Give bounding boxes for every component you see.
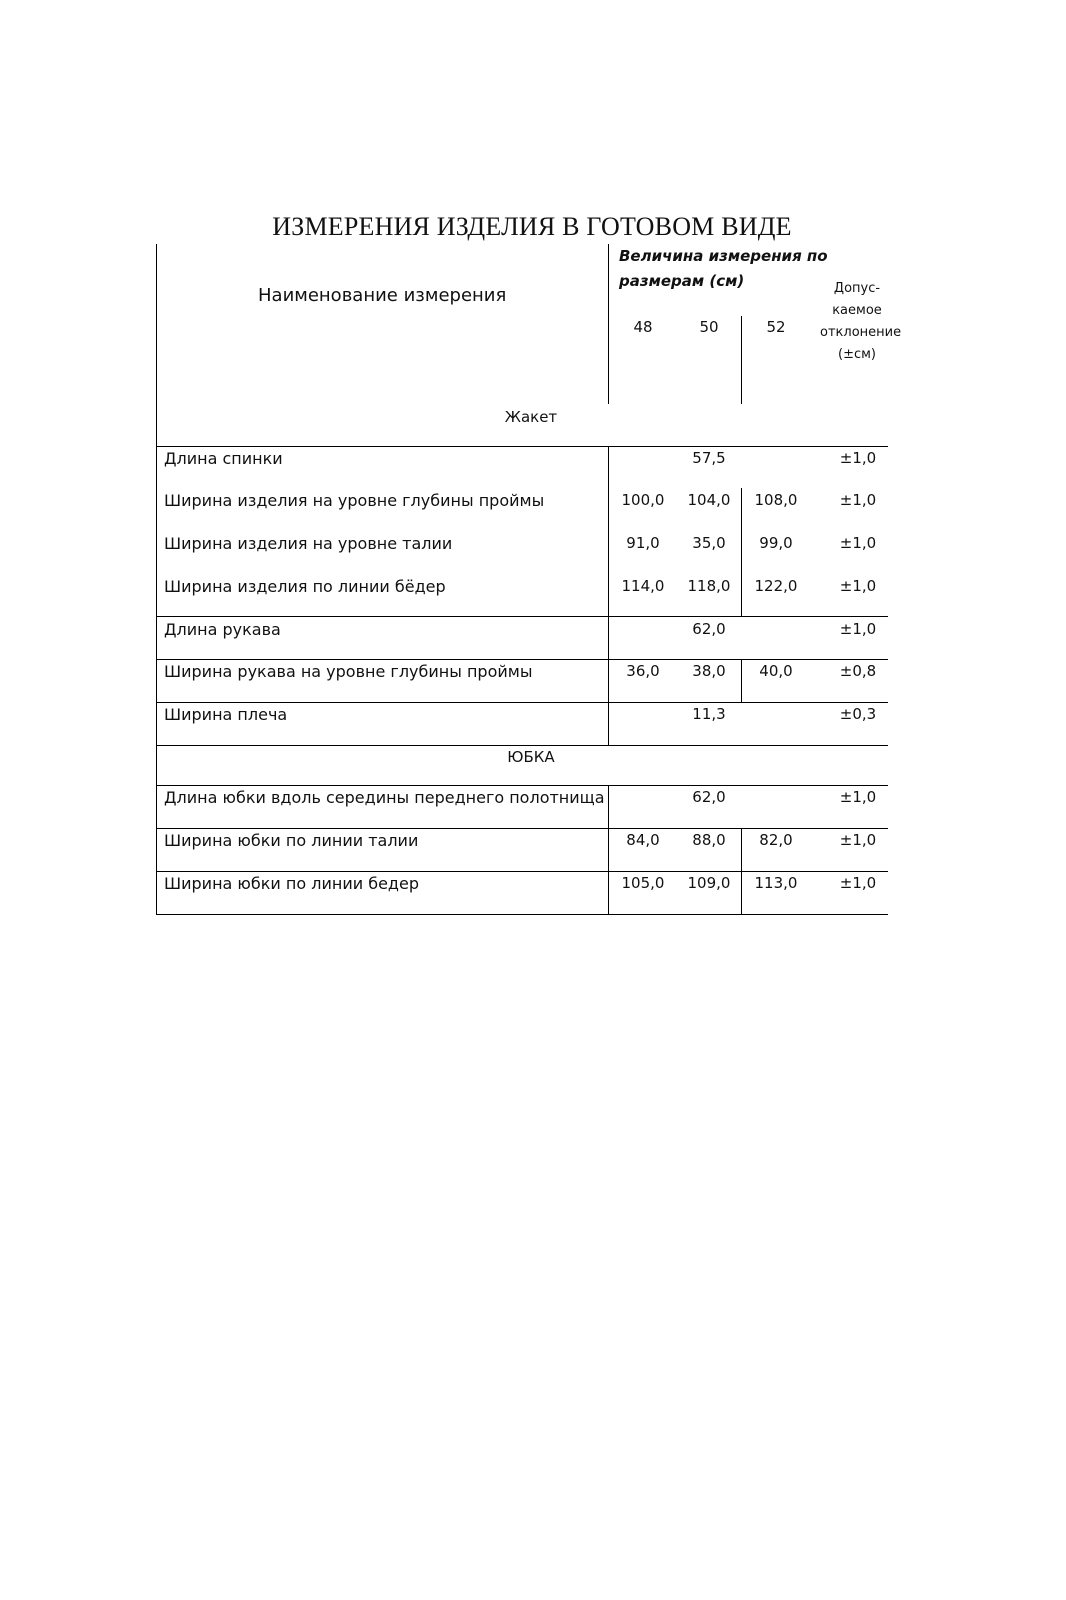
header-size-line2: размерам (см) bbox=[619, 272, 745, 290]
row-value-50: 88,0 bbox=[692, 831, 726, 849]
row-label: Ширина изделия по линии бёдер bbox=[164, 577, 446, 596]
header-size-divider bbox=[741, 316, 742, 404]
row-tolerance: ±1,0 bbox=[839, 620, 877, 638]
header-tol-line2: каемое bbox=[832, 303, 882, 318]
row-value-50: 104,0 bbox=[687, 491, 731, 509]
section-skirt: ЮБКА bbox=[507, 748, 555, 766]
header-tol-line1: Допус- bbox=[833, 281, 881, 296]
value-column-divider bbox=[608, 785, 609, 914]
row-value-52: 113,0 bbox=[754, 874, 798, 892]
header-divider bbox=[608, 244, 609, 404]
rule bbox=[156, 659, 888, 660]
row-value-50: 118,0 bbox=[687, 577, 731, 595]
row-tolerance: ±1,0 bbox=[839, 491, 877, 509]
row-value-48: 105,0 bbox=[621, 874, 665, 892]
size-52-divider bbox=[741, 488, 742, 616]
row-value-48: 36,0 bbox=[626, 662, 660, 680]
row-value-52: 40,0 bbox=[759, 662, 793, 680]
row-value-50: 35,0 bbox=[692, 534, 726, 552]
row-tolerance: ±1,0 bbox=[839, 874, 877, 892]
table-left-border bbox=[156, 244, 157, 914]
row-label: Длина спинки bbox=[164, 449, 283, 468]
row-tolerance: ±1,0 bbox=[839, 577, 877, 595]
row-value-48: 100,0 bbox=[621, 491, 665, 509]
rule bbox=[156, 914, 888, 915]
row-label: Ширина юбки по линии бедер bbox=[164, 874, 419, 893]
header-name-column: Наименование измерения bbox=[258, 285, 507, 306]
header-tol-line4: (±см) bbox=[838, 347, 876, 362]
section-jacket: Жакет bbox=[504, 408, 558, 426]
row-value-48: 114,0 bbox=[621, 577, 665, 595]
header-tol-line3: отклонение bbox=[820, 325, 902, 340]
row-value: 62,0 bbox=[692, 788, 726, 806]
row-label: Длина юбки вдоль середины переднего полотнища bbox=[164, 788, 605, 807]
row-value-52: 108,0 bbox=[754, 491, 798, 509]
row-tolerance: ±1,0 bbox=[839, 449, 877, 467]
rule bbox=[156, 446, 888, 447]
row-label: Длина рукава bbox=[164, 620, 281, 639]
row-value-52: 122,0 bbox=[754, 577, 798, 595]
row-tolerance: ±0,8 bbox=[839, 662, 877, 680]
header-size-52: 52 bbox=[766, 318, 786, 336]
row-value-52: 82,0 bbox=[759, 831, 793, 849]
row-value: 62,0 bbox=[692, 620, 726, 638]
row-tolerance: ±1,0 bbox=[839, 534, 877, 552]
rule bbox=[156, 871, 888, 872]
page-title: ИЗМЕРЕНИЯ ИЗДЕЛИЯ В ГОТОВОМ ВИДЕ bbox=[272, 212, 792, 241]
row-tolerance: ±0,3 bbox=[839, 705, 877, 723]
row-value-48: 91,0 bbox=[626, 534, 660, 552]
row-value-50: 38,0 bbox=[692, 662, 726, 680]
rule bbox=[156, 785, 888, 786]
row-label: Ширина юбки по линии талии bbox=[164, 831, 419, 850]
row-value: 57,5 bbox=[692, 449, 726, 467]
row-value: 11,3 bbox=[692, 705, 726, 723]
header-tolerance-column bbox=[820, 278, 902, 366]
row-label: Ширина изделия на уровне глубины проймы bbox=[164, 491, 545, 510]
header-size-line1: Величина измерения по bbox=[619, 247, 828, 265]
row-label: Ширина рукава на уровне глубины проймы bbox=[164, 662, 533, 681]
row-value-50: 109,0 bbox=[687, 874, 731, 892]
value-column-divider bbox=[608, 446, 609, 745]
header-size-48: 48 bbox=[633, 318, 653, 336]
rule bbox=[156, 745, 888, 746]
row-tolerance: ±1,0 bbox=[839, 831, 877, 849]
row-label: Ширина плеча bbox=[164, 705, 288, 724]
size-52-divider bbox=[741, 828, 742, 914]
size-52-divider bbox=[741, 659, 742, 702]
rule bbox=[156, 616, 888, 617]
header-size-column bbox=[619, 244, 828, 294]
row-label: Ширина изделия на уровне талии bbox=[164, 534, 453, 553]
row-tolerance: ±1,0 bbox=[839, 788, 877, 806]
rule bbox=[156, 702, 888, 703]
row-value-52: 99,0 bbox=[759, 534, 793, 552]
rule bbox=[156, 828, 888, 829]
header-size-50: 50 bbox=[699, 318, 719, 336]
row-value-48: 84,0 bbox=[626, 831, 660, 849]
